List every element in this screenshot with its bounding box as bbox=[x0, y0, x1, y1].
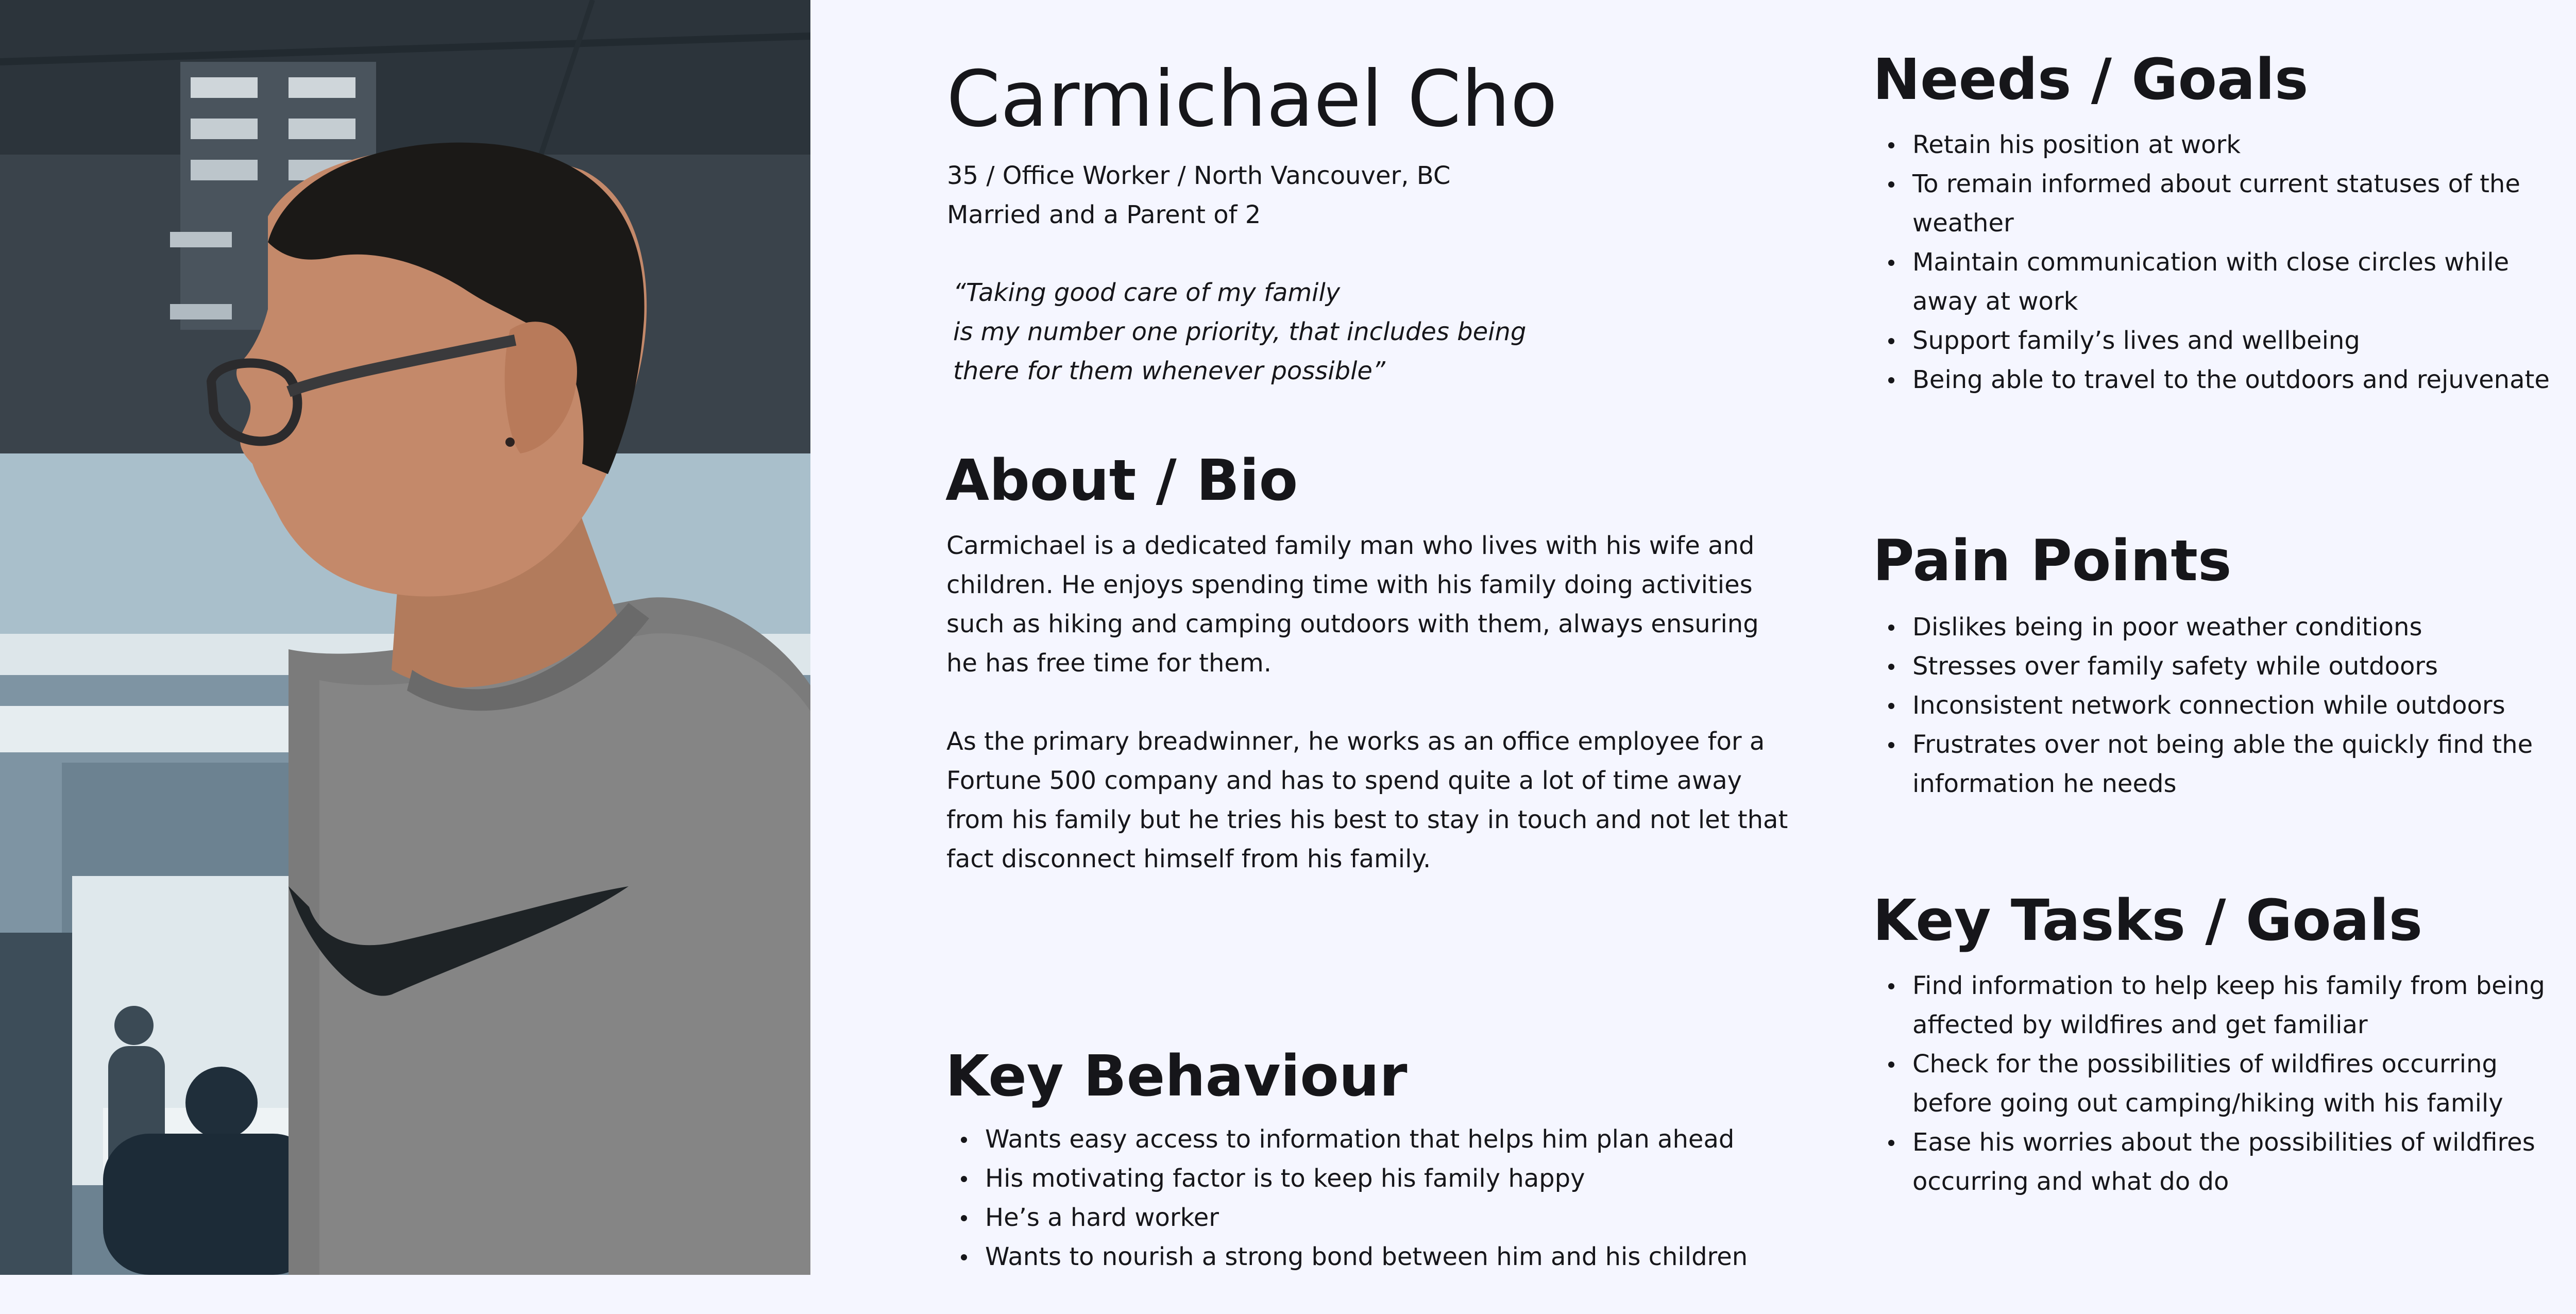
persona-family-status: Married and a Parent of 2 bbox=[947, 200, 1261, 229]
list-item-text: Wants easy access to information that helps him plan ahead bbox=[985, 1125, 1735, 1154]
key-behaviour-heading: Key Behaviour bbox=[945, 1043, 1408, 1109]
list-item-text: weather bbox=[1912, 209, 2014, 238]
list-item bbox=[1874, 164, 2550, 243]
persona-demographics: 35 / Office Worker / North Vancouver, BC bbox=[947, 161, 1451, 190]
paragraph-line: he has free time for them. bbox=[946, 649, 1272, 678]
list-item-text: away at work bbox=[1912, 287, 2078, 316]
list-item bbox=[946, 1198, 1748, 1237]
key-tasks-heading: Key Tasks / Goals bbox=[1873, 887, 2423, 953]
list-item bbox=[1874, 647, 2533, 686]
needs-goals-heading: Needs / Goals bbox=[1873, 46, 2309, 112]
paragraph-line: from his family but he tries his best to stay in touch and not let that bbox=[946, 805, 1788, 834]
list-item bbox=[1874, 686, 2533, 725]
list-item-text: before going out camping/hiking with his family bbox=[1912, 1089, 2503, 1118]
about-heading: About / Bio bbox=[945, 447, 1298, 513]
list-item bbox=[1874, 725, 2533, 803]
quote-line: there for them whenever possible” bbox=[953, 357, 1385, 385]
list-item-text: Support family’s lives and wellbeing bbox=[1912, 326, 2360, 355]
quote-line: “Taking good care of my family bbox=[953, 278, 1341, 307]
list-item bbox=[946, 1120, 1748, 1159]
about-paragraph-2 bbox=[946, 722, 1788, 879]
list-item-text: Dislikes being in poor weather conditions bbox=[1912, 613, 2422, 642]
list-item bbox=[1874, 966, 2545, 1045]
list-item-text: Being able to travel to the outdoors and rejuvenate bbox=[1912, 365, 2550, 394]
about-paragraph-1 bbox=[946, 526, 1759, 683]
key-behaviour-list bbox=[946, 1120, 1748, 1276]
key-tasks-list bbox=[1874, 966, 2545, 1201]
list-item-text: Stresses over family safety while outdoors bbox=[1912, 652, 2438, 681]
list-item-text: Maintain communication with close circles while bbox=[1912, 248, 2510, 277]
list-item-text: Retain his position at work bbox=[1912, 130, 2241, 159]
paragraph-line: As the primary breadwinner, he works as an office employee for a bbox=[946, 727, 1765, 756]
paragraph-line: Carmichael is a dedicated family man who lives with his wife and bbox=[946, 531, 1755, 560]
persona-name: Carmichael Cho bbox=[946, 55, 1558, 144]
list-item bbox=[1874, 1123, 2545, 1201]
pain-points-heading: Pain Points bbox=[1873, 528, 2232, 594]
paragraph-line: fact disconnect himself from his family. bbox=[946, 845, 1431, 873]
needs-goals-list bbox=[1874, 125, 2550, 399]
list-item bbox=[1874, 125, 2550, 164]
list-item-text: Frustrates over not being able the quickly find the bbox=[1912, 730, 2533, 759]
list-item bbox=[1874, 243, 2550, 321]
list-item bbox=[1874, 1045, 2545, 1123]
list-item-text: information he needs bbox=[1912, 769, 2177, 798]
persona-quote bbox=[953, 273, 1623, 391]
paragraph-line: such as hiking and camping outdoors with them, always ensuring bbox=[946, 610, 1759, 638]
list-item-text: Inconsistent network connection while outdoors bbox=[1912, 691, 2505, 720]
list-item-text: Find information to help keep his family from being bbox=[1912, 971, 2545, 1000]
list-item-text: Check for the possibilities of wildfires occurring bbox=[1912, 1050, 2498, 1079]
persona-photo bbox=[0, 0, 810, 1275]
list-item bbox=[1874, 608, 2533, 647]
pain-points-list bbox=[1874, 608, 2533, 803]
list-item bbox=[1874, 321, 2550, 360]
quote-line: is my number one priority, that includes being bbox=[953, 317, 1527, 346]
list-item-text: Wants to nourish a strong bond between him and his children bbox=[985, 1242, 1748, 1271]
list-item-text: His motivating factor is to keep his family happy bbox=[985, 1164, 1585, 1193]
paragraph-line: children. He enjoys spending time with his family doing activities bbox=[946, 570, 1753, 599]
list-item-text: To remain informed about current statuses of the bbox=[1912, 170, 2520, 198]
list-item bbox=[946, 1237, 1748, 1276]
list-item bbox=[1874, 360, 2550, 399]
paragraph-line: Fortune 500 company and has to spend quite a lot of time away bbox=[946, 766, 1742, 795]
list-item-text: occurring and what do do bbox=[1912, 1167, 2229, 1196]
list-item-text: He’s a hard worker bbox=[985, 1203, 1219, 1232]
list-item-text: affected by wildfires and get familiar bbox=[1912, 1010, 2368, 1039]
list-item bbox=[946, 1159, 1748, 1198]
list-item-text: Ease his worries about the possibilities of wildfires bbox=[1912, 1128, 2535, 1157]
